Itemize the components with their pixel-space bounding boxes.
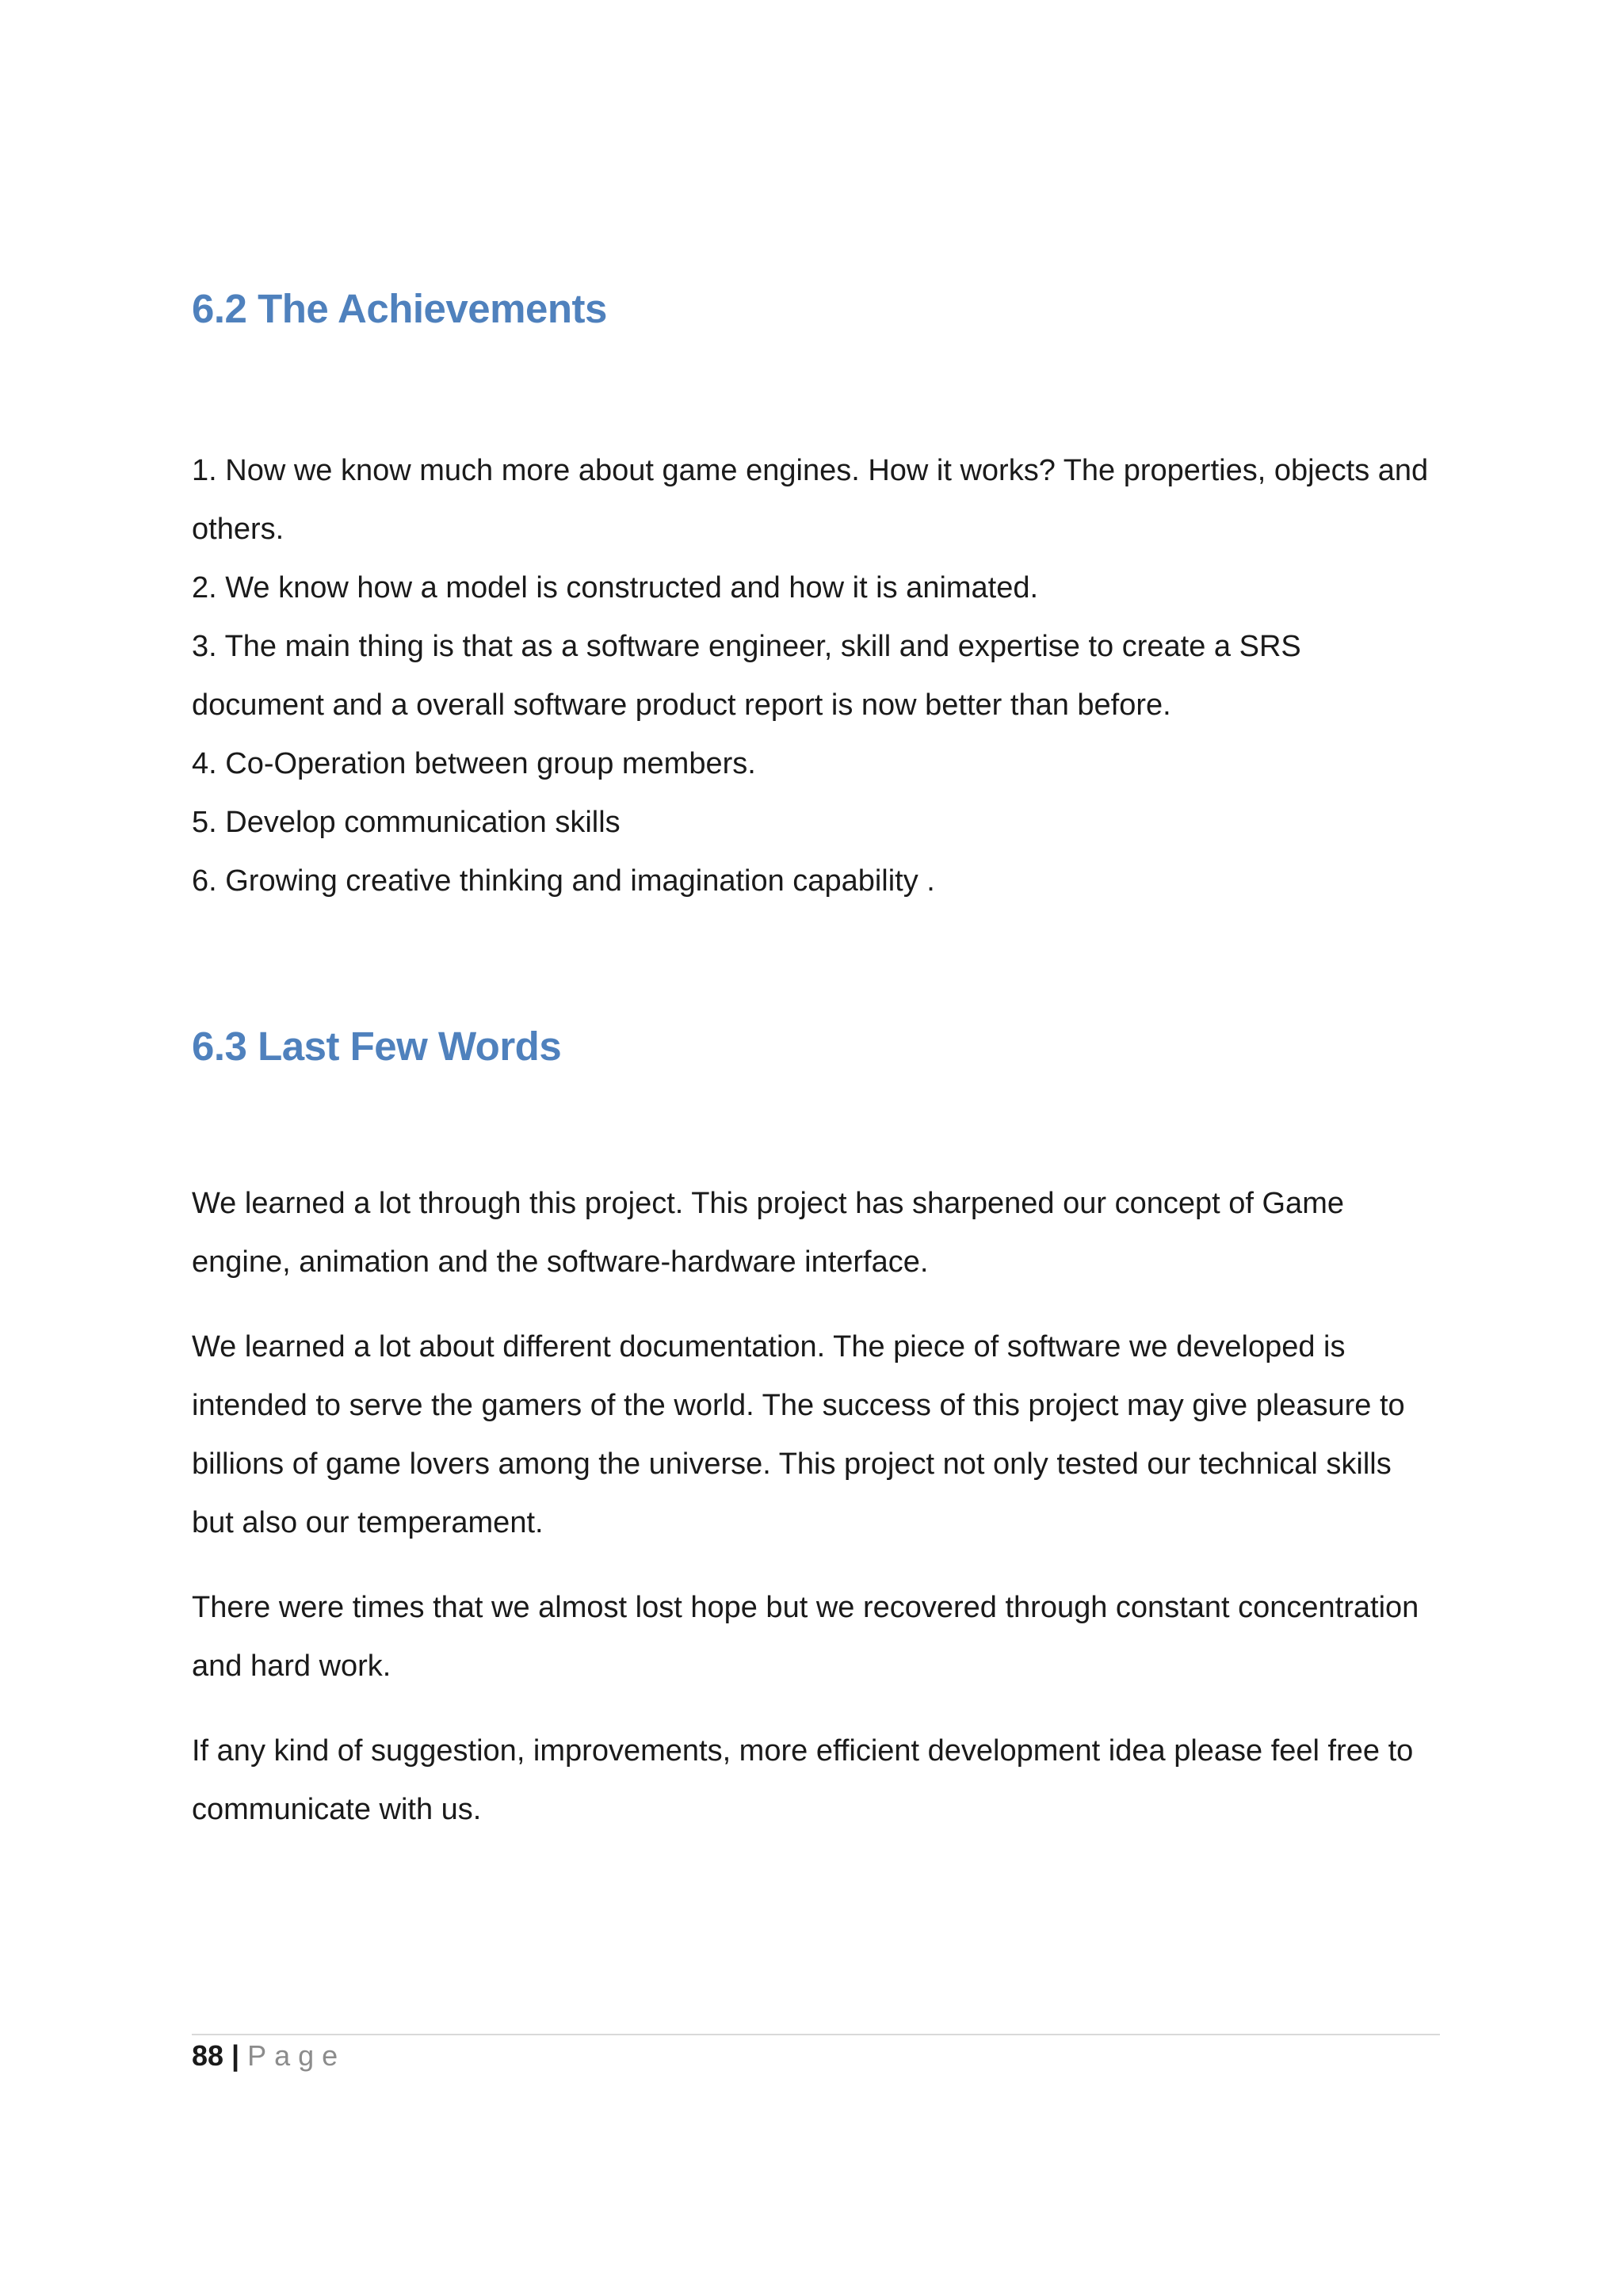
list-item: 2. We know how a model is constructed and how it is animated. xyxy=(192,571,1039,605)
footer-separator: | xyxy=(231,2039,240,2072)
page-footer xyxy=(192,2036,346,2076)
paragraph: We learned a lot about different documentation. The piece of software we developed is intended to serve the gamers of the world. The success of this project may give pleasure to billions of game lovers among the universe. This project not only tested our technical skills but also our temperament. xyxy=(192,1330,1405,1539)
section-title-achievements: 6.2 The Achievements xyxy=(192,286,607,331)
achievements-list xyxy=(192,441,1440,910)
page-label: Page xyxy=(247,2039,346,2072)
page-number: 88 xyxy=(192,2039,224,2072)
list-item: 3. The main thing is that as a software engineer, skill and expertise to create a SRS document and a overall software product report is now better than before. xyxy=(192,630,1301,722)
list-item: 5. Develop communication skills xyxy=(192,806,621,839)
paragraph: If any kind of suggestion, improvements, more efficient development idea please feel free to communicate with us. xyxy=(192,1734,1414,1826)
list-item: 1. Now we know much more about game engines. How it works? The properties, objects and others. xyxy=(192,454,1429,546)
footer-divider xyxy=(192,2034,1440,2035)
list-item: 4. Co-Operation between group members. xyxy=(192,747,756,780)
section-title-last-few-words: 6.3 Last Few Words xyxy=(192,1024,562,1069)
paragraph: We learned a lot through this project. This project has sharpened our concept of Game engine, animation and the software-hardware interface. xyxy=(192,1187,1344,1279)
last-few-words-body xyxy=(192,1174,1440,1865)
paragraph: There were times that we almost lost hope but we recovered through constant concentration and hard work. xyxy=(192,1591,1419,1683)
list-item: 6. Growing creative thinking and imagination capability . xyxy=(192,864,935,898)
